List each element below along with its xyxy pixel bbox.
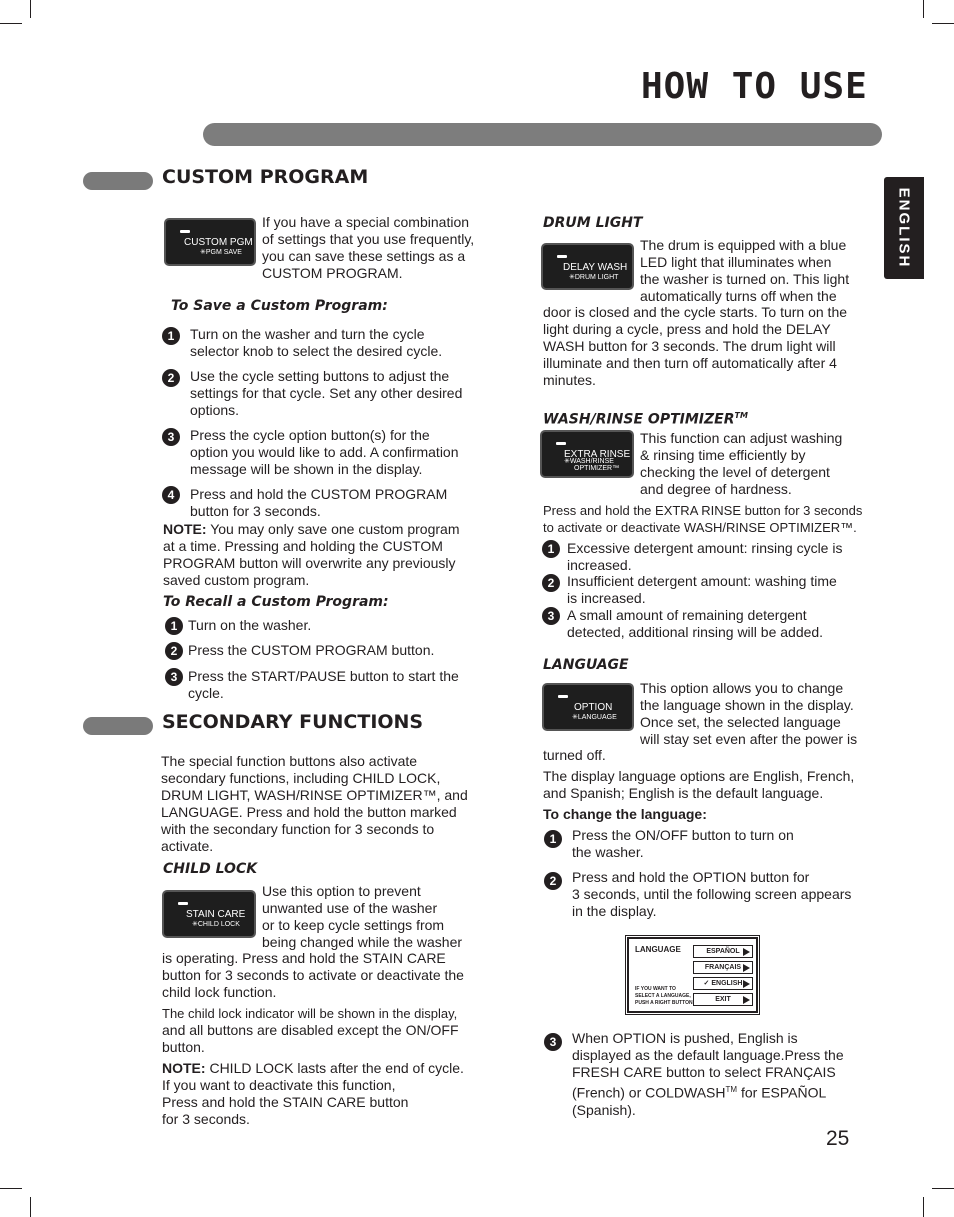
recall-step-1: Turn on the washer. [188, 617, 312, 633]
screen-option-exit: EXIT [693, 993, 753, 1006]
save-step-4: Press and hold the CUSTOM PROGRAM button for 3 seconds. [190, 486, 448, 519]
step-number: 3 [544, 1033, 562, 1051]
language-display-screen [627, 937, 758, 1013]
crop-mark [932, 23, 954, 24]
recall-step-3: Press the START/PAUSE button to start the cycle. [188, 668, 459, 701]
extra-rinse-button-image: EXTRA RINSE ✳WASH/RINSE OPTIMIZER™ [540, 430, 634, 478]
step-number: 2 [542, 574, 560, 592]
optimizer-item-3: A small amount of remaining detergent detected, additional rinsing will be added. [567, 607, 824, 640]
option-button-image: OPTION ✳LANGUAGE [542, 683, 634, 731]
drum-light-text: door is closed and the cycle starts. To turn on the light during a cycle, press and hold the DELAY WASH button for 3 seconds. The drum light will illuminate and then turn off automatically after 4 minutes. [543, 304, 848, 388]
check-icon: ✓ [703, 980, 710, 987]
custom-program-note: NOTE: You may only save one custom program at a time. Pressing and holding the CUSTOM PROGRAM button will overwrite any previously saved custom program. [163, 521, 460, 588]
step-number: 1 [544, 830, 562, 848]
crop-mark [30, 1197, 31, 1217]
custom-program-intro: If you have a special combination of settings that you use frequently, you can save these settings as a CUSTOM PROGRAM. [262, 214, 475, 281]
screen-title: LANGUAGE [635, 945, 681, 954]
step-number: 1 [542, 540, 560, 558]
step-number: 1 [162, 327, 180, 345]
step-number: 3 [162, 428, 180, 446]
crop-mark [923, 0, 924, 18]
save-step-1: Turn on the washer and turn the cycle selector knob to select the desired cycle. [190, 326, 443, 359]
secondary-intro: The special function buttons also activate secondary functions, including CHILD LOCK, DRUM LIGHT, WASH/RINSE OPTIMIZER™, and LANGUAGE. Press and hold the button marked with the secondary function for 3 seconds to activate. [161, 753, 468, 854]
language-step-1: Press the ON/OFF button to turn on the washer. [572, 827, 794, 860]
language-step-2: Press and hold the OPTION button for 3 seconds, until the following screen appears in the display. [572, 869, 852, 919]
step-number: 2 [165, 642, 183, 660]
language-heading: LANGUAGE [543, 657, 629, 673]
language-step-3: When OPTION is pushed, English is displayed as the default language.Press the FRESH CARE button to select FRANÇAIS (French) or COLDWASH™ for ESPAÑOL (Spanish). [572, 1030, 844, 1118]
screen-option-francais: FRANÇAIS [693, 961, 753, 974]
section-pill [83, 172, 153, 190]
crop-mark [30, 0, 31, 18]
child-lock-heading: CHILD LOCK [163, 861, 258, 877]
child-lock-indicator-text: The child lock indicator will be shown in the display, and all buttons are disabled except the ON/OFF button. [162, 1006, 459, 1055]
stain-care-button-image: STAIN CARE ✳CHILD LOCK [162, 890, 256, 938]
language-options-text: The display language options are English, French, and Spanish; English is the default language. [543, 768, 855, 801]
crop-mark [0, 23, 22, 24]
save-step-2: Use the cycle setting buttons to adjust the settings for that cycle. Set any other desired options. [190, 368, 463, 418]
recall-step-2: Press the CUSTOM PROGRAM button. [188, 642, 435, 658]
custom-program-heading: CUSTOM PROGRAM [162, 166, 369, 188]
crop-mark [0, 1188, 22, 1189]
language-side-text: This option allows you to change the language shown in the display. Once set, the selected language will stay set even after the power is [640, 680, 858, 747]
drum-light-heading: DRUM LIGHT [543, 215, 643, 231]
step-number: 2 [162, 369, 180, 387]
optimizer-press-text: Press and hold the EXTRA RINSE button for 3 seconds to activate or deactivate WASH/RINSE OPTIMIZER™. [543, 503, 863, 535]
crop-mark [923, 1197, 924, 1217]
page-title: HOW TO USE [641, 66, 868, 107]
recall-program-heading: To Recall a Custom Program: [163, 594, 389, 610]
screen-option-english: ✓ ENGLISH [693, 977, 753, 990]
crop-mark [932, 1188, 954, 1189]
child-lock-text: is operating. Press and hold the STAIN CARE button for 3 seconds to activate or deactivate the child lock function. [162, 950, 464, 1000]
save-step-3: Press the cycle option button(s) for the option you would like to add. A confirmation message will be shown in the display. [190, 427, 459, 477]
step-number: 1 [165, 617, 183, 635]
optimizer-side-text: This function can adjust washing & rinsing time efficiently by checking the level of detergent and degree of hardness. [640, 430, 843, 497]
drum-light-side-text: The drum is equipped with a blue LED light that illuminates when the washer is turned on. This light automatically turns off when the [640, 237, 850, 304]
step-number: 3 [542, 607, 560, 625]
child-lock-side-text: Use this option to prevent unwanted use of the washer or to keep cycle settings from being changed while the washer [262, 883, 463, 950]
header-bar [203, 123, 882, 146]
change-language-heading: To change the language: [543, 806, 707, 822]
delay-wash-button-image: DELAY WASH ✳DRUM LIGHT [541, 243, 634, 290]
screen-hint: IF YOU WANT TO SELECT A LANGUAGE, PUSH A RIGHT BUTTON [635, 986, 693, 1006]
page-number: 25 [826, 1127, 850, 1150]
custom-pgm-button-image: CUSTOM PGM ✳PGM SAVE [164, 218, 256, 266]
step-number: 4 [162, 486, 180, 504]
secondary-functions-heading: SECONDARY FUNCTIONS [162, 711, 424, 733]
section-pill [83, 717, 153, 735]
optimizer-heading: WASH/RINSE OPTIMIZER™ [543, 411, 748, 428]
language-after-text: turned off. [543, 747, 606, 763]
language-tab: ENGLISH [884, 177, 924, 279]
optimizer-item-2: Insufficient detergent amount: washing time is increased. [567, 573, 837, 606]
child-lock-note: NOTE: CHILD LOCK lasts after the end of cycle. If you want to deactivate this function, Press and hold the STAIN CARE button for 3 seconds. [162, 1060, 464, 1127]
step-number: 3 [165, 668, 183, 686]
step-number: 2 [544, 872, 562, 890]
save-program-heading: To Save a Custom Program: [171, 298, 388, 314]
optimizer-item-1: Excessive detergent amount: rinsing cycle is increased. [567, 540, 843, 573]
screen-option-espanol: ESPAÑOL [693, 945, 753, 958]
